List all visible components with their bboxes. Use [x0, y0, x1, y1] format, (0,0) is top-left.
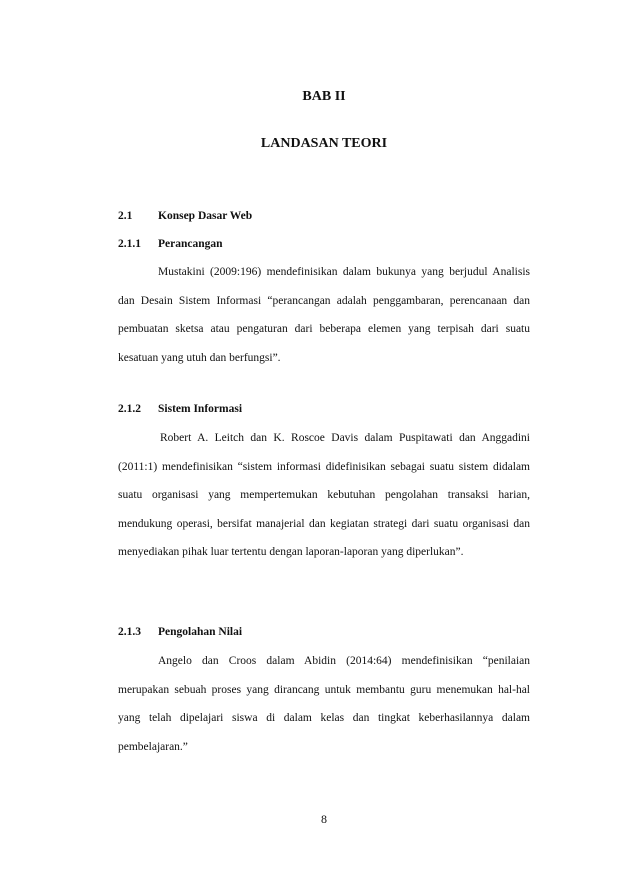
- section-title: Perancangan: [158, 238, 223, 250]
- section-heading-2-1: [118, 210, 252, 222]
- paragraph-pengolahan-nilai: Angelo dan Croos dalam Abidin (2014:64) mendefinisikan “penilaian merupakan sebuah proses yang dirancang untuk membantu guru menemukan hal-hal yang telah dipelajari siswa di dalam kelas dan tingkat keberhasilannya dalam pembelajaran.”: [118, 655, 530, 753]
- paragraph-perancangan: Mustakini (2009:196) mendefinisikan dalam bukunya yang berjudul Analisis dan Desain Sistem Informasi “perancangan adalah penggambaran, perencanaan dan pembuatan sketsa atau pengaturan dari beberapa elemen yang terpisah dari suatu kesatuan yang utuh dan berfungsi”.: [118, 266, 530, 364]
- section-number: 2.1.1: [118, 238, 141, 250]
- section-number: 2.1.3: [118, 626, 141, 638]
- section-heading-2-1-3: [118, 626, 242, 638]
- chapter-title: LANDASAN TEORI: [260, 136, 388, 151]
- section-heading-2-1-1: [118, 238, 223, 250]
- page-number: 8: [321, 812, 327, 826]
- chapter-heading: BAB II: [302, 89, 346, 104]
- section-number: 2.1.2: [118, 403, 141, 415]
- section-number: 2.1: [118, 210, 133, 222]
- section-title: Pengolahan Nilai: [158, 626, 243, 638]
- paragraph-sistem-informasi: Robert A. Leitch dan K. Roscoe Davis dalam Puspitawati dan Anggadini (2011:1) mendefinisikan “sistem informasi didefinisikan sebagai suatu sistem didalam suatu organisasi yang mempertemukan kebutuhan pengolahan transaksi harian, mendukung operasi, bersifat manajerial dan kegiatan strategi dari suatu organisasi dan menyediakan pihak luar tertentu dengan laporan-laporan yang diperlukan”.: [118, 432, 530, 558]
- section-heading-2-1-2: [118, 403, 242, 415]
- section-title: Konsep Dasar Web: [158, 210, 253, 222]
- section-title: Sistem Informasi: [158, 403, 243, 415]
